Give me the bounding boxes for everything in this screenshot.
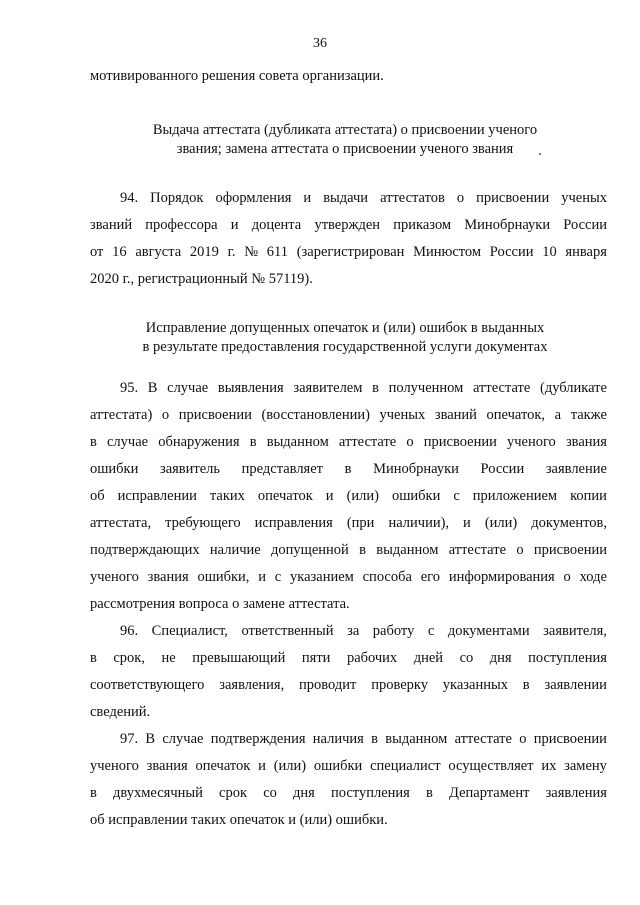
paragraph-97-line-3: в двухмесячный срок со дня поступления в Департамент заявления xyxy=(90,785,607,801)
paragraph-97-line-2: ученого звания опечаток и (или) ошибки специалист осуществляет их замену xyxy=(90,758,607,774)
paragraph-94-line-1: 94. Порядок оформления и выдачи аттестатов о присвоении ученых xyxy=(120,190,607,206)
paragraph-94-line-2: званий профессора и доцента утвержден приказом Минобрнауки России xyxy=(90,217,607,233)
paragraph-97-line-1: 97. В случае подтверждения наличия в выданном аттестате о присвоении xyxy=(120,731,607,747)
paragraph-96-line-4: сведений. xyxy=(90,704,151,720)
paragraph-96-line-2: в срок, не превышающий пяти рабочих дней со дня поступления xyxy=(90,650,607,666)
intro-line: мотивированного решения совета организации. xyxy=(90,68,384,84)
heading-corrections-line-2: в результате предоставления государственной услуги документах xyxy=(142,339,548,355)
paragraph-96-line-1: 96. Специалист, ответственный за работу с документами заявителя, xyxy=(120,623,607,639)
paragraph-95-line-5: об исправлении таких опечаток и (или) ошибки с приложением копии xyxy=(90,488,607,504)
page-number: 36 xyxy=(313,36,327,51)
paragraph-95-line-6: аттестата, требующего исправления (при наличии), и (или) документов, xyxy=(90,515,607,531)
paragraph-95-line-2: аттестата) о присвоении (восстановлении) ученых званий опечаток, а также xyxy=(90,407,607,423)
paragraph-95-line-3: в случае обнаружения в выданном аттестате о присвоении ученого звания xyxy=(90,434,607,450)
paragraph-97-line-4: об исправлении таких опечаток и (или) ошибки. xyxy=(90,812,388,828)
paragraph-95-line-7: подтверждающих наличие допущенной в выданном аттестате о присвоении xyxy=(90,542,607,558)
heading-issue-certificate-line-2: звания; замена аттестата о присвоении ученого звания xyxy=(176,141,514,157)
paragraph-94-line-3: от 16 августа 2019 г. № 611 (зарегистрирован Минюстом России 10 января xyxy=(90,244,607,260)
heading-issue-certificate-line-1: Выдача аттестата (дубликата аттестата) о присвоении ученого xyxy=(152,122,538,138)
paragraph-95-line-9: рассмотрения вопроса о замене аттестата. xyxy=(90,596,350,612)
paragraph-96-line-3: соответствующего заявления, проводит проверку указанных в заявлении xyxy=(90,677,607,693)
paragraph-95-line-4: ошибки заявитель представляет в Минобрнауки России заявление xyxy=(90,461,607,477)
heading-corrections-line-1: Исправление допущенных опечаток и (или) ошибок в выданных xyxy=(145,320,545,336)
paragraph-95-line-8: ученого звания ошибки, и с указанием способа его информирования о ходе xyxy=(90,569,607,585)
paragraph-95-line-1: 95. В случае выявления заявителем в полученном аттестате (дубликате xyxy=(120,380,607,396)
scan-mark xyxy=(539,153,541,155)
paragraph-94-line-4: 2020 г., регистрационный № 57119). xyxy=(90,271,313,287)
